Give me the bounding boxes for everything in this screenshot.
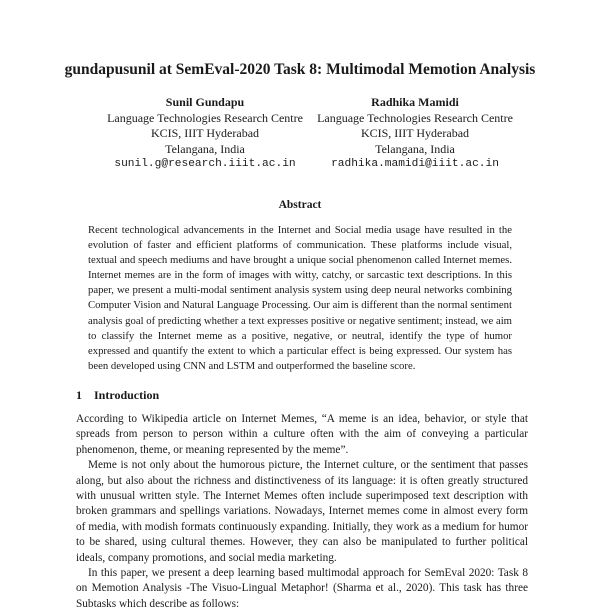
author-location: Telangana, India	[375, 141, 455, 156]
author-name: Sunil Gundapu	[165, 95, 245, 109]
body-paragraph: Meme is not only about the humorous picture, the Internet culture, or the sentiment that passes along, but also about the richness and distinctiveness of its language: it is often greatly structured with unusual written style. The Internet Memes often include superimposed text description with broken grammars and spellings variations. Nowadays, Internet memes come in almost every form of media, with modish formats continuously expanding. Initially, they work as a medium for humor to be shared, using cultural themes. However, they can also be manipulated to further political ideals, company promotions, and social media marketing.	[76, 459, 528, 564]
section-heading	[76, 388, 159, 403]
author-affiliation: Language Technologies Research Centre	[107, 110, 303, 125]
abstract-text: Recent technological advancements in the Internet and Social media usage have resulted in the evolution of faster and efficient platforms of communication. These platforms include visual, textual and speech mediums and have brought a unique social phenomenon called Internet memes. Internet memes are in the form of images with witty, catchy, or sarcastic text descriptions. In this paper, we present a multi-modal sentiment analysis system using deep neural networks combining Computer Vision and Natural Language Processing. Our aim is different than the normal sentiment analysis goal of predicting whether a text expresses positive or negative sentiment; instead, we aim to classify the Internet meme as a positive, negative, or neutral, identify the type of humor expressed and quantify the extent to which a particular effect is being expressed. Our system has been developed using CNN and LSTM and outperformed the baseline score.	[88, 224, 512, 372]
section-title: Introduction	[94, 388, 160, 402]
author-institute: KCIS, IIIT Hyderabad	[360, 126, 470, 140]
author-name: Radhika Mamidi	[371, 95, 459, 109]
author-block	[305, 95, 525, 173]
section-body	[76, 412, 528, 612]
body-paragraph: According to Wikipedia article on Internet Memes, “A meme is an idea, behavior, or style that spreads from person to person within a culture often with the aim of conveying a particular phenomenon, theme, or meaning represented by the meme”.	[76, 413, 528, 456]
author-block	[95, 95, 315, 173]
author-location: Telangana, India	[165, 141, 245, 156]
section-number: 1	[76, 388, 82, 402]
author-email: sunil.g@research.iiit.ac.in	[114, 158, 296, 170]
abstract-heading: Abstract	[278, 199, 322, 211]
author-institute: KCIS, IIIT Hyderabad	[150, 126, 260, 140]
body-paragraph: In this paper, we present a deep learning based multimodal approach for SemEval 2020: Task 8 on Memotion Analysis -The Visuo-Lingual Metaphor! (Sharma et al., 2020). This task has three Subtasks which describe as follows:	[76, 567, 528, 610]
author-email: radhika.mamidi@iiit.ac.in	[331, 158, 499, 170]
paper-title: gundapusunil at SemEval-2020 Task 8: Multimodal Memotion Analysis	[64, 61, 536, 78]
author-affiliation: Language Technologies Research Centre	[317, 110, 513, 125]
